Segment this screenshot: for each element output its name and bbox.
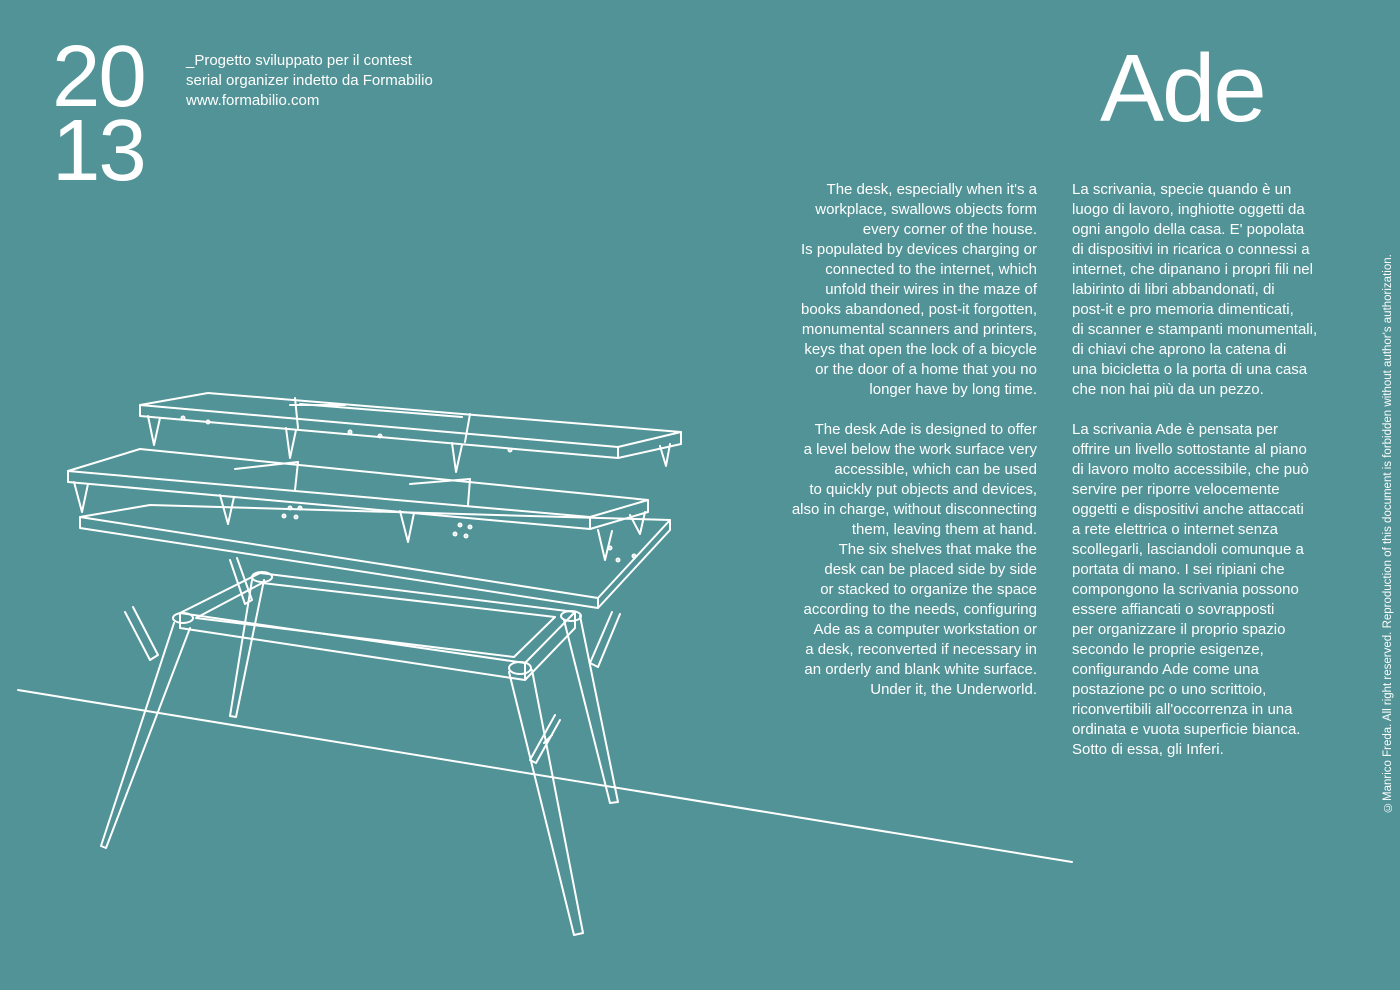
text-line: luogo di lavoro, inghiotte oggetti da bbox=[1072, 201, 1305, 218]
text-line: also in charge, without disconnecting bbox=[791, 501, 1037, 518]
text-line: a level below the work surface very bbox=[803, 441, 1037, 458]
desk-line-drawing bbox=[0, 360, 1080, 960]
text-line: una bicicletta o la porta di una casa bbox=[1072, 361, 1308, 378]
text-line: or stacked to organize the space bbox=[820, 581, 1037, 598]
floor-line bbox=[18, 690, 1072, 862]
text-line: portata di mano. I sei ripiani che bbox=[1072, 561, 1285, 578]
text-line: di lavoro molto accessibile, che può bbox=[1072, 461, 1309, 478]
text-line: connected to the internet, which bbox=[825, 261, 1037, 278]
text-line: a desk, reconverted if necessary in bbox=[805, 641, 1037, 658]
text-line: configurando Ade come una bbox=[1072, 661, 1259, 678]
page-title: Ade bbox=[1100, 35, 1265, 142]
text-line: scollegarli, lasciandoli comunque a bbox=[1072, 541, 1304, 558]
text-line: monumental scanners and printers, bbox=[801, 321, 1037, 338]
text-line: essere affiancati o sovrapposti bbox=[1072, 601, 1275, 618]
copyright-notice: ©Manrico Freda. All right reserved. Reproduction of this document is forbidden without author's authorization. bbox=[1382, 254, 1394, 813]
year-top: 20 bbox=[52, 28, 145, 125]
text-line: an orderly and blank white surface. bbox=[804, 661, 1037, 678]
text-line: internet, che dipanano i propri fili nel bbox=[1072, 261, 1313, 278]
contest-line: _Progetto sviluppato per il contest bbox=[186, 52, 412, 69]
bottom-panel bbox=[80, 505, 670, 608]
text-line: ordinata e vuota superficie bianca. bbox=[1072, 721, 1301, 738]
contest-line: serial organizer indetto da Formabilio bbox=[186, 72, 433, 89]
italian-paragraph-1 bbox=[1072, 180, 1362, 400]
contest-website: www.formabilio.com bbox=[186, 92, 320, 109]
italian-text-column bbox=[1072, 180, 1362, 780]
text-line: di dispositivi in ricarica o connessi a bbox=[1072, 241, 1310, 258]
text-line: Sotto di essa, gli Inferi. bbox=[1072, 741, 1224, 758]
text-line: to quickly put objects and devices, bbox=[809, 481, 1037, 498]
text-line: per organizzare il proprio spazio bbox=[1072, 621, 1286, 638]
text-line: post-it e pro memoria dimenticati, bbox=[1072, 301, 1294, 318]
text-line: oggetti e dispositivi anche attaccati bbox=[1072, 501, 1304, 518]
text-line: riconvertibili all'occorrenza in una bbox=[1072, 701, 1293, 718]
text-line: them, leaving them at hand. bbox=[851, 521, 1037, 538]
text-line: Under it, the Underworld. bbox=[870, 681, 1037, 698]
text-line: The desk Ade is designed to offer bbox=[814, 421, 1037, 438]
text-line: a rete elettrica o internet senza bbox=[1072, 521, 1278, 538]
text-line: according to the needs, configuring bbox=[803, 601, 1037, 618]
year-bottom: 13 bbox=[52, 102, 145, 199]
text-line: che non hai più da un pezzo. bbox=[1072, 381, 1264, 398]
text-line: Is populated by devices charging or bbox=[801, 241, 1037, 258]
text-line: books abandoned, post-it forgotten, bbox=[800, 301, 1037, 318]
text-line: workplace, swallows objects form bbox=[815, 201, 1037, 218]
text-line: La scrivania, specie quando è un bbox=[1072, 181, 1292, 198]
desk-frame bbox=[173, 572, 581, 680]
text-line: postazione pc o uno scrittoio, bbox=[1072, 681, 1267, 698]
italian-paragraph-2 bbox=[1072, 420, 1362, 760]
text-line: labirinto di libri abbandonati, di bbox=[1072, 281, 1275, 298]
text-line: every corner of the house. bbox=[862, 221, 1037, 238]
text-line: desk can be placed side by side bbox=[824, 561, 1037, 578]
text-line: The desk, especially when it's a bbox=[826, 181, 1037, 198]
top-shelf-row bbox=[140, 393, 681, 472]
text-line: unfold their wires in the maze of bbox=[825, 281, 1037, 298]
text-line: longer have by long time. bbox=[869, 381, 1037, 398]
text-line: ogni angolo della casa. E' popolata bbox=[1072, 221, 1305, 238]
text-line: Ade as a computer workstation or bbox=[813, 621, 1037, 638]
text-line: La scrivania Ade è pensata per bbox=[1072, 421, 1278, 438]
text-line: or the door of a home that you no bbox=[815, 361, 1037, 378]
contest-info bbox=[186, 51, 433, 111]
text-line: compongono la scrivania possono bbox=[1072, 581, 1299, 598]
text-line: The six shelves that make the bbox=[838, 541, 1037, 558]
text-line: offrire un livello sottostante al piano bbox=[1072, 441, 1307, 458]
year bbox=[52, 28, 145, 199]
text-line: secondo le proprie esigenze, bbox=[1072, 641, 1264, 658]
text-line: di scanner e stampanti monumentali, bbox=[1072, 321, 1318, 338]
text-line: di chiavi che aprono la catena di bbox=[1072, 341, 1287, 358]
text-line: keys that open the lock of a bicycle bbox=[804, 341, 1037, 358]
text-line: accessible, which can be used bbox=[834, 461, 1037, 478]
text-line: servire per riporre velocemente bbox=[1072, 481, 1280, 498]
